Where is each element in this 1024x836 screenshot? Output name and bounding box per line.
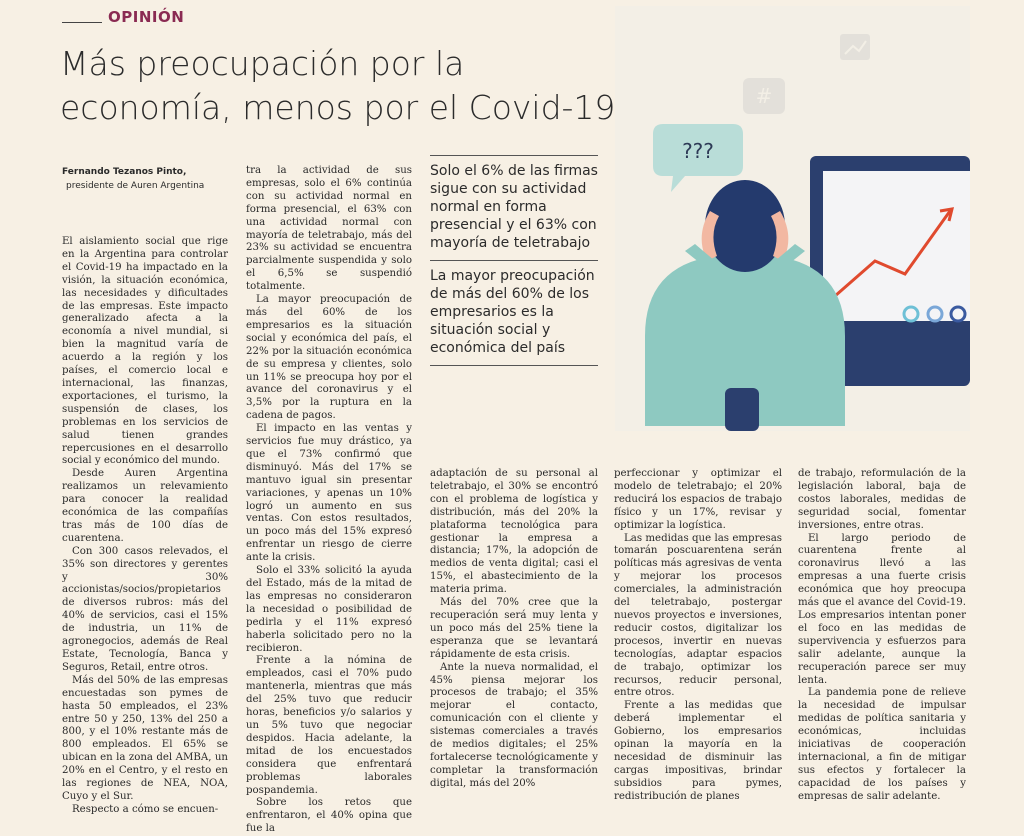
speech-text: ??? [682,139,714,163]
author-name: Fernando Tezanos Pinto, [62,167,187,177]
chart-icon [840,34,870,60]
author-credit [62,165,242,193]
quote-rule [430,365,598,366]
pull-quote: Solo el 6% de las firmas sigue con su actividad normal en forma presencial y el 63% con mayoría de teletrabajo [430,163,598,251]
pull-quote: La mayor preocupación de más del 60% de los empresarios es la situación social y económica del país [430,268,595,356]
paragraph: adaptación de su personal al teletrabajo, el 30% se encontró con el problema de logística y distribución, más del 20% la plataforma tecnológica para gestionar la empresa a distancia; 17%, la adopción de medios de venta digital; casi el 15%, el abastecimiento de la materia prima. [430,468,598,596]
author-role: presidente de Auren Argentina [66,181,205,191]
paragraph: La mayor preocupación de más del 60% de los empresarios es la situación social y económica del país, el 22% por la situación económica de su empresa y clientes, solo un 11% se preocupa hoy por el avance del coronavirus y el 3,5% por la ruptura en la cadena de pagos. [246,294,412,422]
article-column-4 [614,468,782,804]
article-column-5 [798,468,966,804]
paragraph: El impacto en las ventas y servicios fue muy drástico, ya que el 73% confirmó que disminuyó. Más del 17% se mantuvo igual sin presentar variaciones, y apenas un 10% logró un aumento en sus ventas. Con estos resultados, un poco más del 15% expresó enfrentar un riesgo de cierre ante la crisis. [246,423,412,564]
paragraph: Más del 70% cree que la recuperación será muy lenta y un poco más del 25% tiene la esperanza que se levantará rápidamente de esta crisis. [430,597,598,660]
paragraph: tra la actividad de sus empresas, solo el 6% continúa con su actividad normal en forma presencial, el 63% con una actividad normal con mayoría de teletrabajo, más del 23% su actividad se encuentra parcialmente suspendida y solo el 6,5% se suspendió totalmente. [246,165,412,293]
pull-quotes [430,155,598,366]
paragraph: El largo periodo de cuarentena frente al coronavirus llevó a las empresas a una fuerte crisis económica que hoy preocupa más que el avance del Covid-19. Los empresarios intentan poner el foco en las medidas de supervivencia y esfuerzos para salir adelante, aunque la recuperación parece ser muy lenta. [798,532,966,686]
paragraph: perfeccionar y optimizar el modelo de teletrabajo; el 20% reducirá los espacios de trabajo físico y un 17%, revisar y optimizar la logística. [614,468,782,531]
paragraph: Sobre los retos que enfrentaron, el 40% opina que fue la [246,797,412,835]
paragraph: La pandemia pone de relieve la necesidad de impulsar medidas de política sanitaria y económicas, incluidas iniciativas de cooperación internacional, a fin de mitigar sus efectos y fortalecer la capacidad de los países y empresas de salir adelante. [798,687,966,802]
paragraph: Frente a las medidas que deberá implementar el Gobierno, los empresarios opinan la mayoría en la necesidad de disminuir las cargas impositivas, brindar subsidios para pymes, redistribución de planes [614,700,782,802]
paragraph: Ante la nueva normalidad, el 45% piensa mejorar los procesos de trabajo; el 35% mejorar el contacto, comunicación con el cliente y sistemas comerciales a través de medios digitales; el 25% fortalecerse tecnológicamente y completar la transformación digital, más del 20% [430,661,598,789]
paragraph: Desde Auren Argentina realizamos un relevamiento para conocer la realidad económica de las compañías tras más de 100 días de cuarentena. [62,468,228,544]
section-label: OPINIÓN [108,8,185,26]
paragraph: Más del 50% de las empresas encuestadas son pymes de hasta 50 empleados, el 23% entre 50 y 250, 13% del 250 a 800, y el 10% restante más de 800 empleados. El 65% se ubican en la zona del AMBA, un 20% en el Centro, y el resto en las regiones de NEA, NOA, Cuyo y el Sur. [62,674,228,802]
paragraph: Con 300 casos relevados, el 35% son directores y gerentes y 30% accionistas/socios/propietarios de diversos rubros: más del 40% de servicios, casi el 15% de industria, un 11% de agronegocios, además de Real Estate, Tecnología, Banca y Seguros, Retail, entre otros. [62,545,228,673]
paragraph: Las medidas que las empresas tomarán poscuarentena serán políticas más agresivas de venta y mejorar los procesos comerciales, la administración del teletrabajo, postergar nuevos proyectos e inversiones, reducir costos, digitalizar los procesos, invertir en nuevas tecnologías, adaptar espacios de trabajo, optimizar los recursos, reducir personal, entre otros. [614,532,782,699]
section-rule [62,22,102,23]
paragraph: de trabajo, reformulación de la legislación laboral, baja de costos laborales, medidas de seguridad social, fomentar inversiones, entre otras. [798,468,966,531]
illustration [615,6,970,431]
headline: Más preocupación por la economía, menos por el Covid-19 [60,44,616,127]
paragraph: Frente a la nómina de empleados, casi el 70% pudo mantenerla, mientras que más del 25% tuvo que reducir horas, beneficios y/o salarios y un 5% tuvo que negociar despidos. Hacia adelante, la mitad de los encuestados considera que enfrentará problemas laborales pospandemia. [246,655,412,796]
hashtag-icon [743,78,785,114]
article-column-3 [430,468,598,791]
article-column-2 [246,165,412,836]
paragraph: Respecto a cómo se encuen- [72,803,219,815]
svg-text:#: # [755,84,773,108]
article-column-1 [62,236,228,817]
paragraph: Solo el 33% solicitó la ayuda del Estado, más de la mitad de las empresas no consideraron la necesidad o posibilidad de pedirla y el 11% expresó haberla solicitado pero no la recibieron. [246,565,412,654]
paragraph: El aislamiento social que rige en la Argentina para controlar el Covid-19 ha impactado en la visión, la situación económica, las necesidades y dificultades de las empresas. Este impacto generalizado afecta a la economía a nivel mundial, si bien la magnitud varía de acuerdo a la región y los países, el comercio local e internacional, las finanzas, exportaciones, el turismo, la suspensión de clases, los problemas en los servicios de salud tienen grandes repercusiones en el desarrollo social y económico del mundo. [62,236,228,467]
